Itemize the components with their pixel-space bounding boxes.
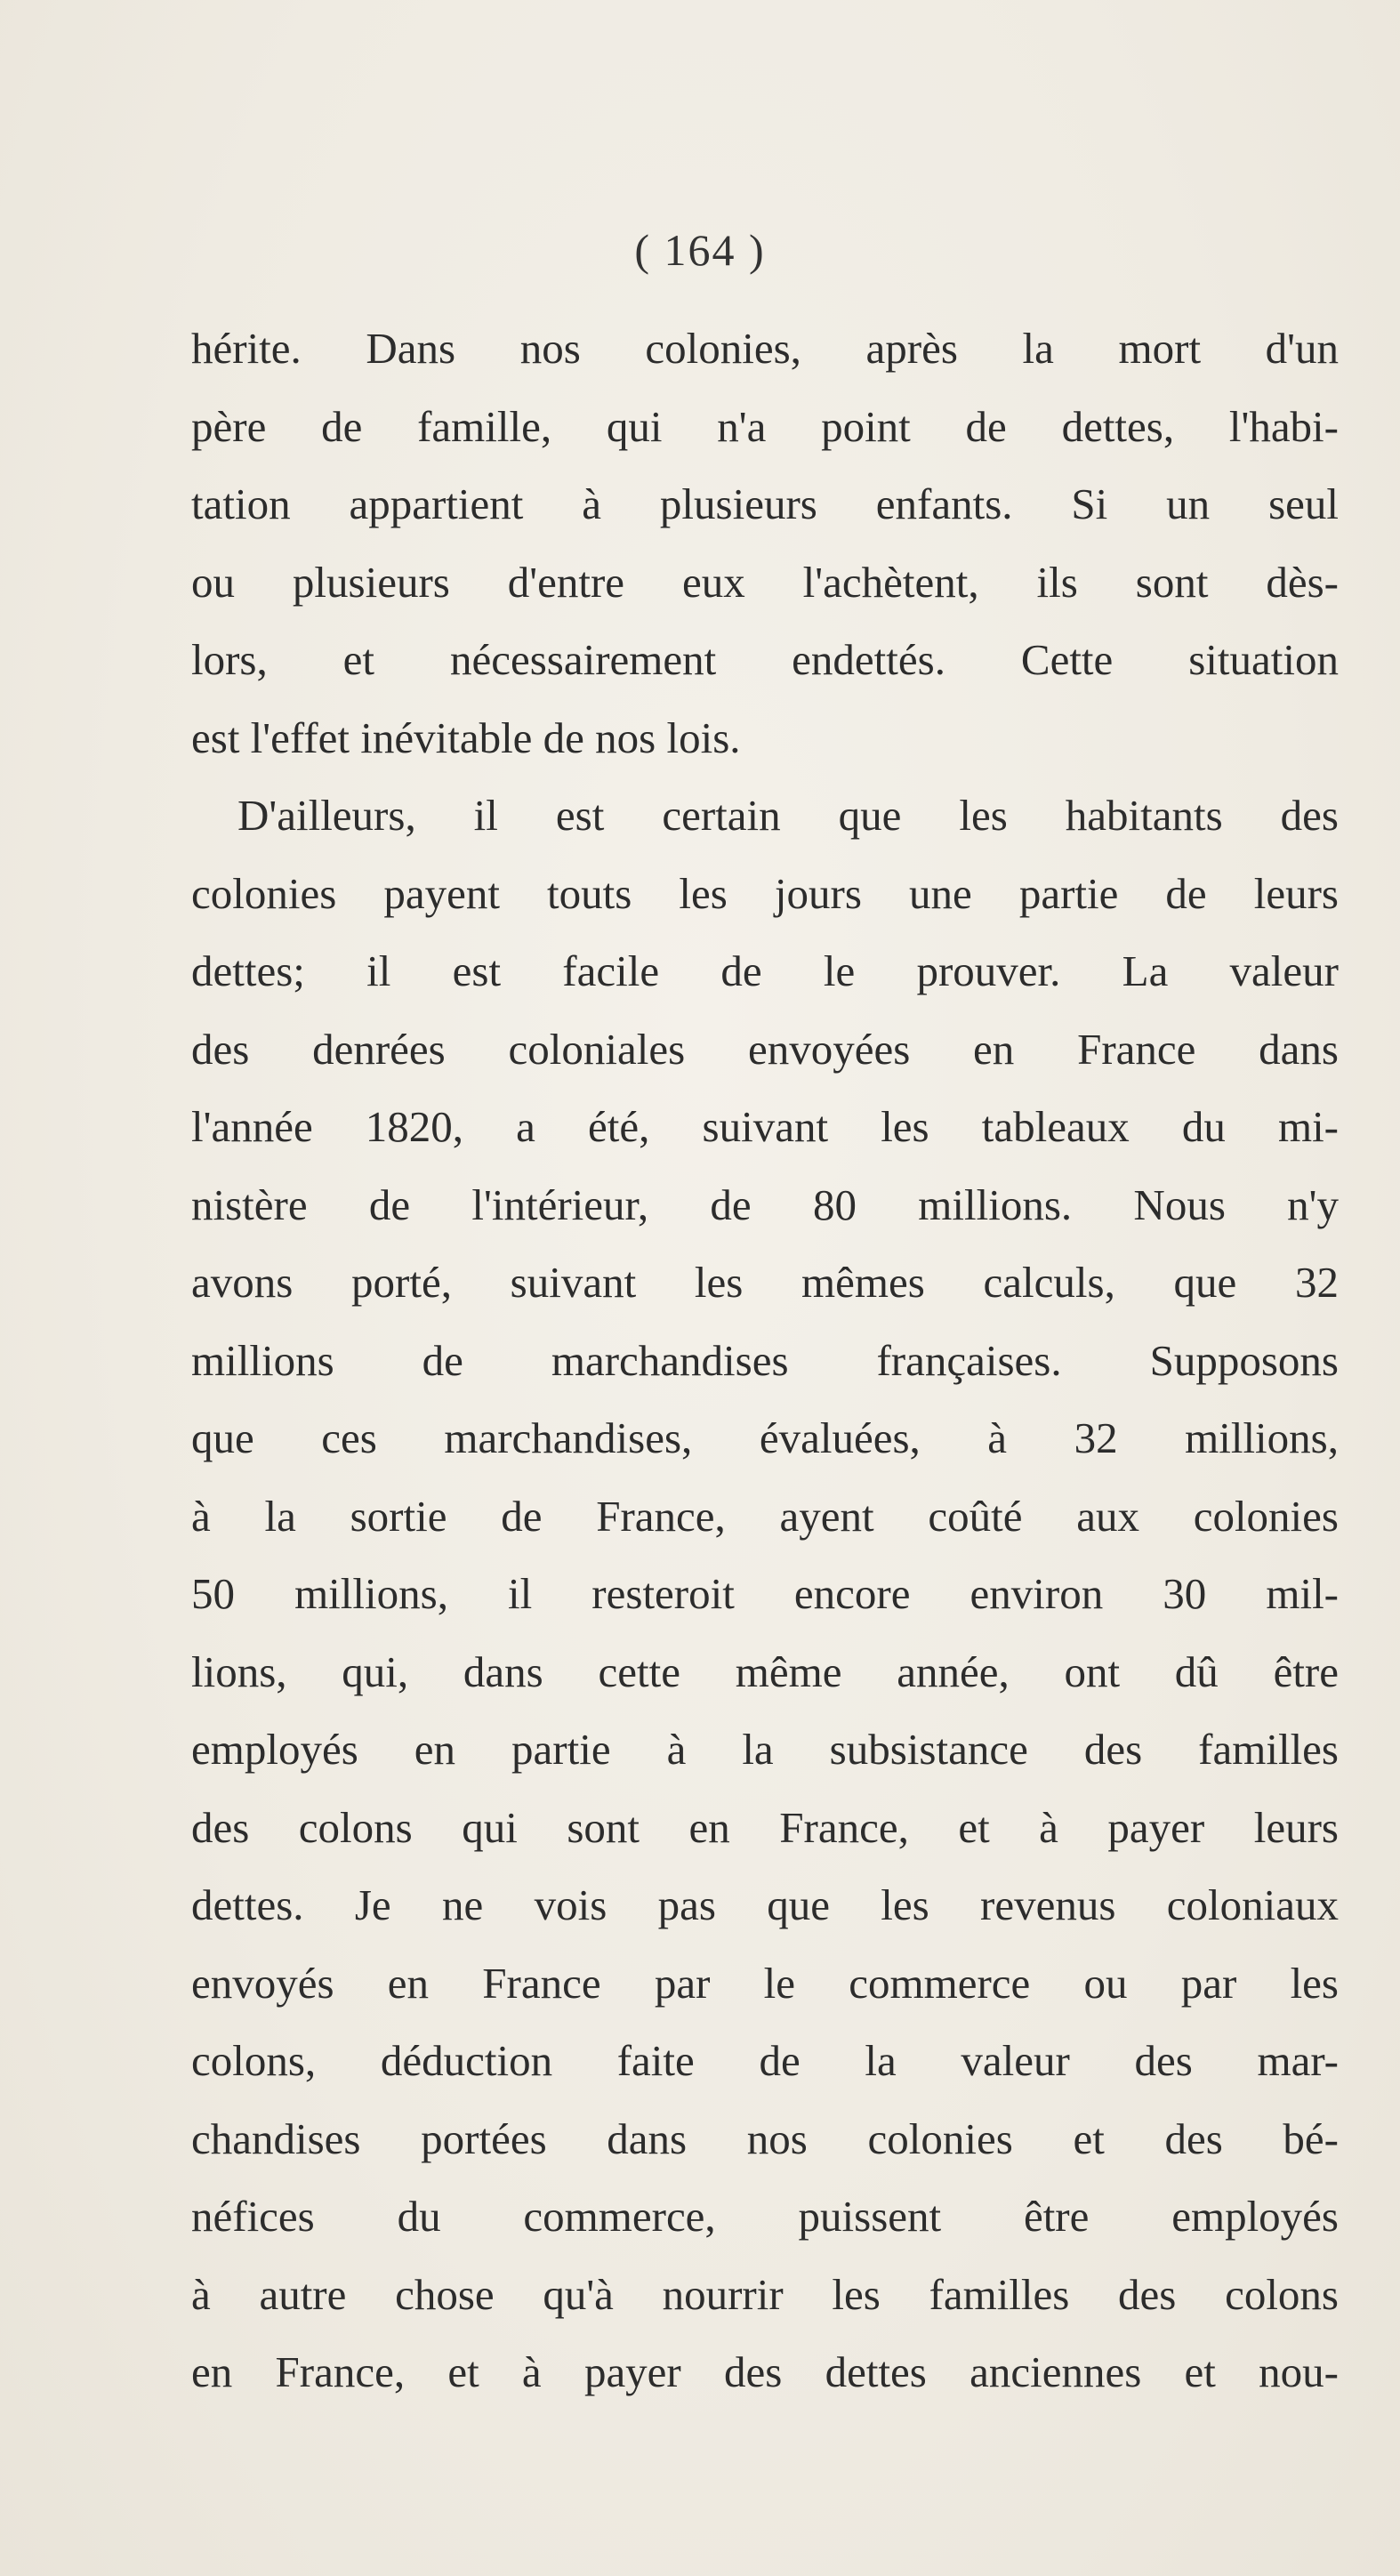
text-line: hérite. Dans nos colonies, après la mort d'un xyxy=(191,324,1339,373)
text-line: des denrées coloniales envoyées en France dans xyxy=(191,1024,1339,1074)
body-text xyxy=(191,310,1339,2411)
text-line: D'ailleurs, il est certain que les habitants des xyxy=(237,791,1339,840)
text-line: colons, déduction faite de la valeur des mar- xyxy=(191,2036,1339,2085)
text-line: colonies payent touts les jours une partie de leurs xyxy=(191,868,1339,918)
text-line: père de famille, qui n'a point de dettes, l'habi- xyxy=(191,401,1339,451)
text-line: des colons qui sont en France, et à payer leurs xyxy=(191,1802,1339,1852)
text-line: nistère de l'intérieur, de 80 millions. Nous n'y xyxy=(191,1179,1339,1229)
text-line: millions de marchandises françaises. Supposons xyxy=(191,1335,1339,1385)
text-line: avons porté, suivant les mêmes calculs, que 32 xyxy=(191,1258,1339,1307)
text-line: employés en partie à la subsistance des familles xyxy=(191,1725,1339,1774)
page-number: ( 164 ) xyxy=(634,225,766,275)
text-line: à la sortie de France, ayent coûté aux colonies xyxy=(191,1491,1339,1541)
text-line: à autre chose qu'à nourrir les familles des colons xyxy=(191,2269,1339,2319)
text-line: dettes. Je ne vois pas que les revenus coloniaux xyxy=(191,1880,1339,1929)
text-line: tation appartient à plusieurs enfants. Si un seul xyxy=(191,479,1339,528)
text-line: néfices du commerce, puissent être employés xyxy=(191,2192,1339,2241)
text-line: chandises portées dans nos colonies et des bé- xyxy=(191,2113,1339,2163)
text-line: que ces marchandises, évaluées, à 32 millions, xyxy=(191,1413,1339,1462)
text-line: est l'effet inévitable de nos lois. xyxy=(191,712,741,762)
text-line: lors, et nécessairement endettés. Cette situation xyxy=(191,635,1339,684)
text-line: envoyés en France par le commerce ou par les xyxy=(191,1958,1339,2008)
text-line: ou plusieurs d'entre eux l'achètent, ils sont dès- xyxy=(191,557,1339,607)
text-line: dettes; il est facile de le prouver. La valeur xyxy=(191,946,1339,995)
text-line: 50 millions, il resteroit encore environ 30 mil- xyxy=(191,1569,1339,1618)
text-line: en France, et à payer des dettes anciennes et nou- xyxy=(191,2347,1339,2396)
text-line: l'année 1820, a été, suivant les tableaux du mi- xyxy=(191,1102,1339,1151)
text-line: lions, qui, dans cette même année, ont dû être xyxy=(191,1646,1339,1696)
